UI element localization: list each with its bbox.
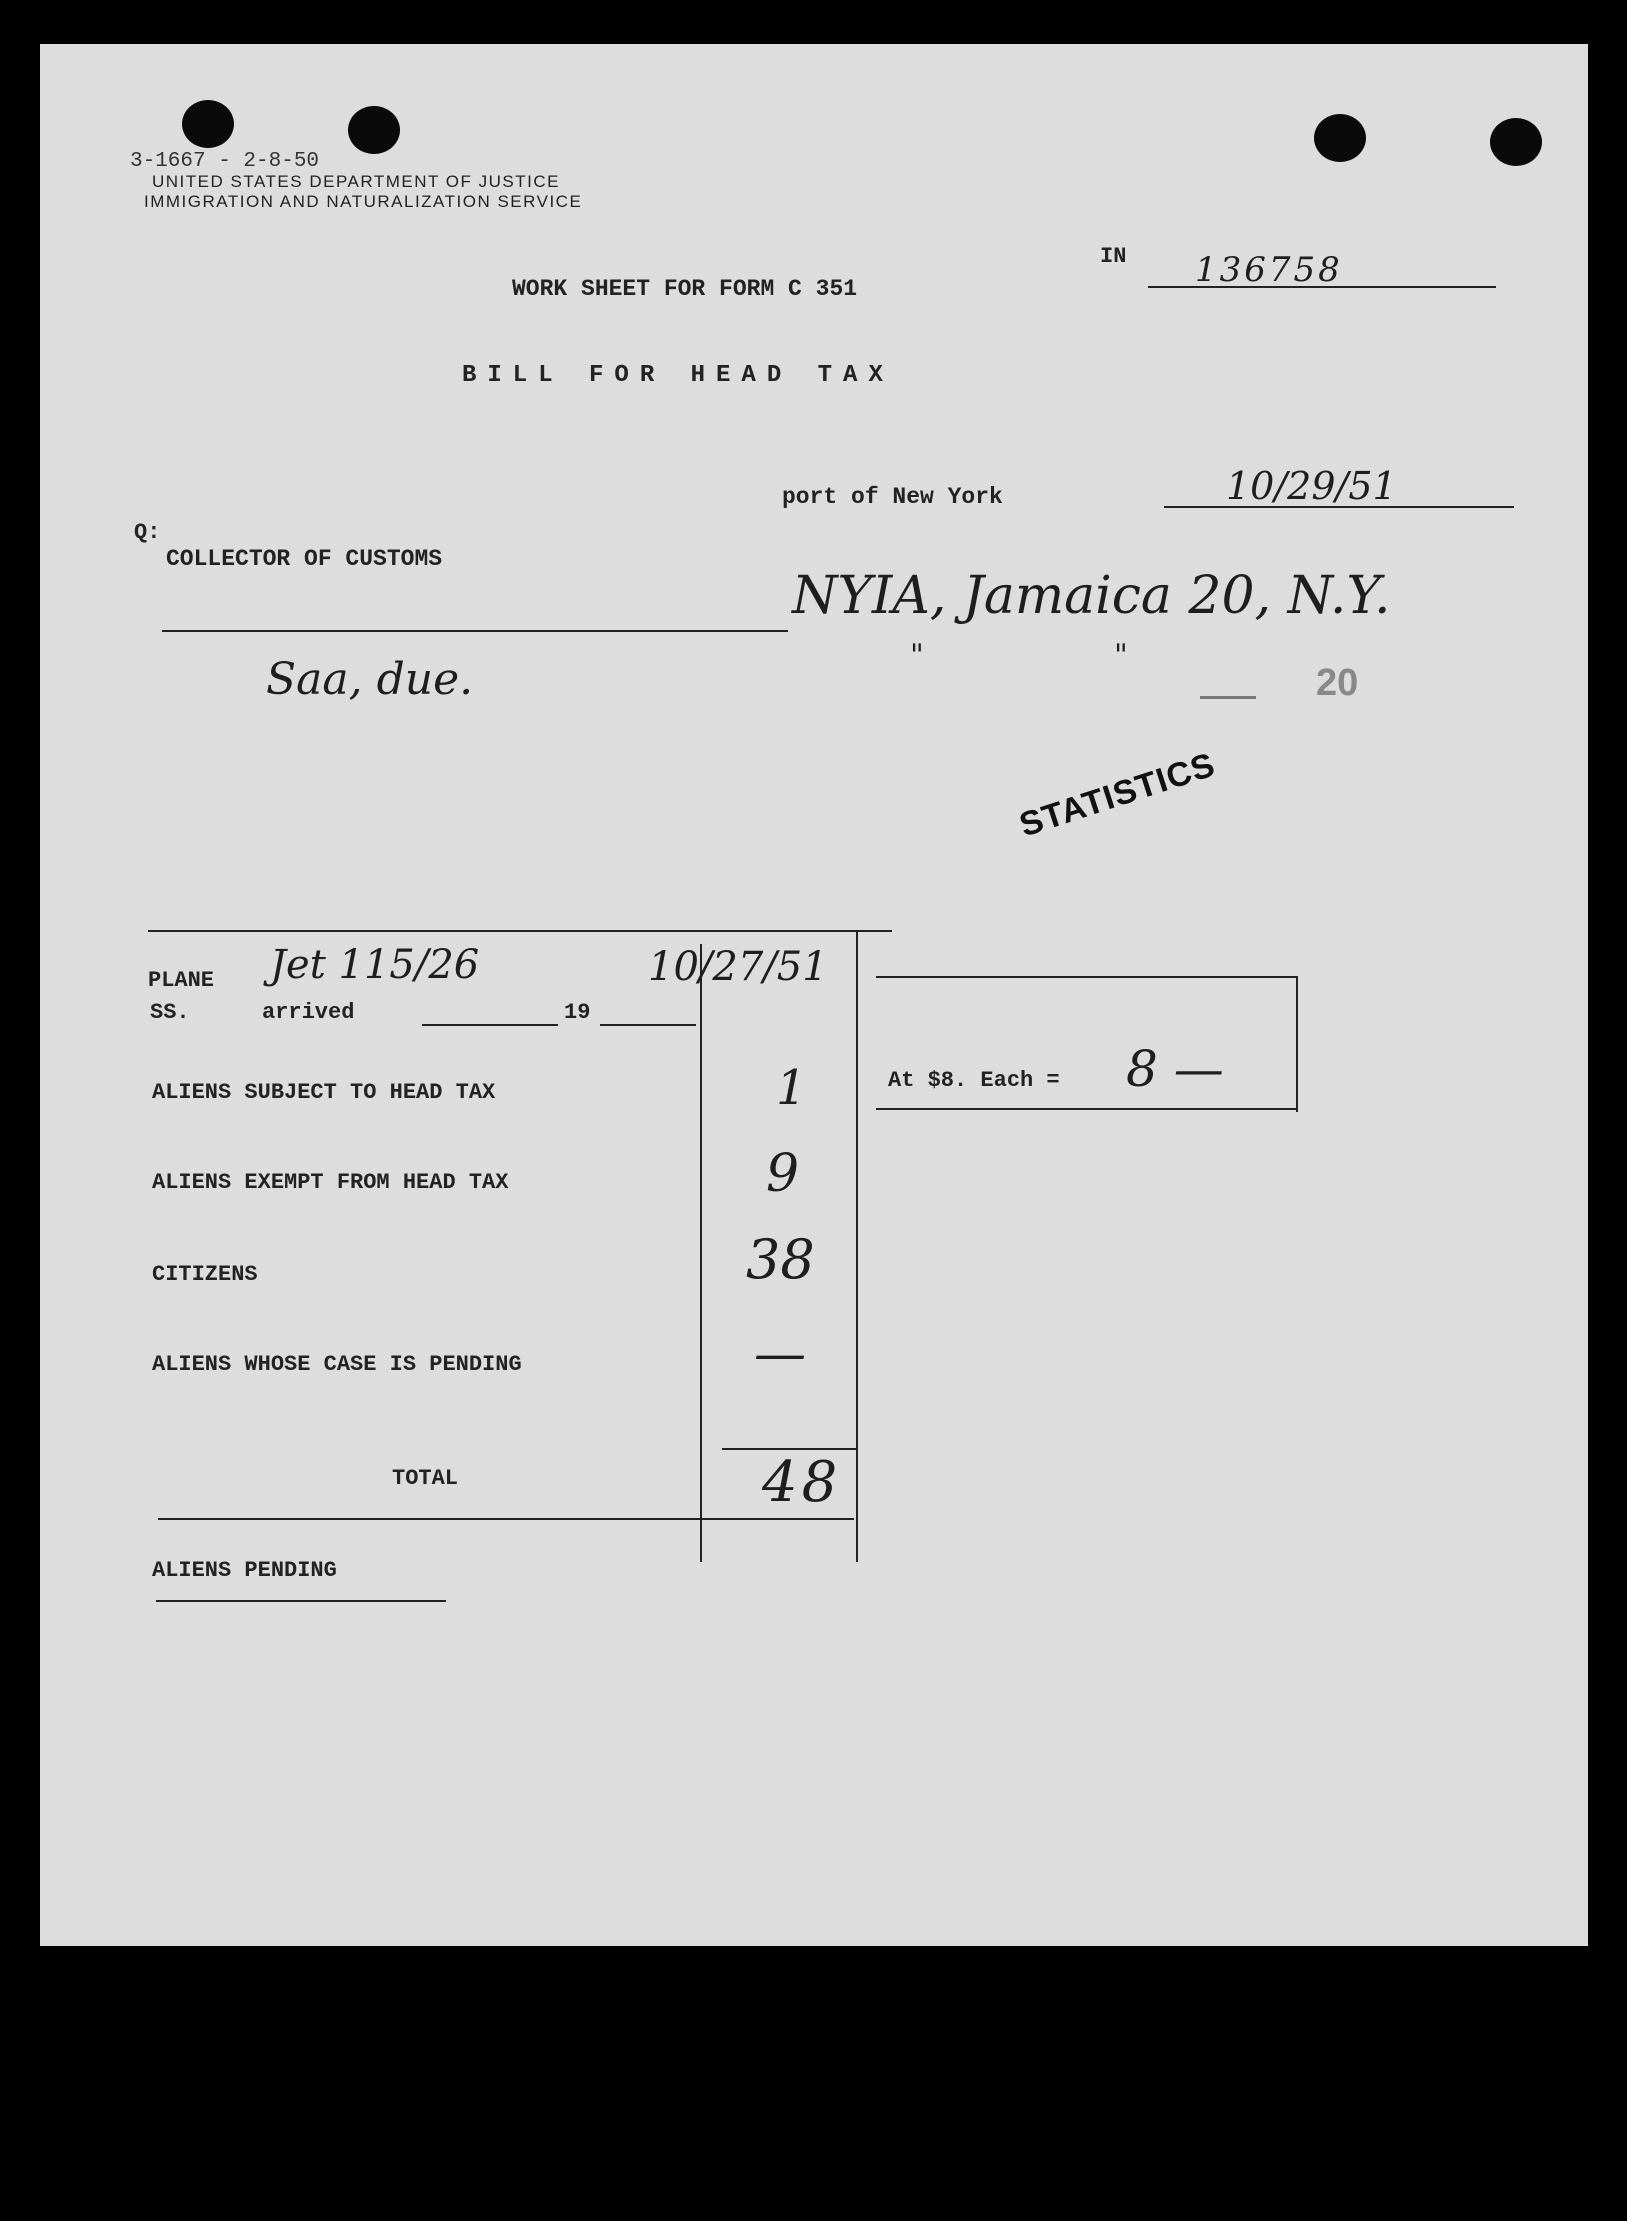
row-label: ALIENS EXEMPT FROM HEAD TAX <box>152 1170 509 1195</box>
in-number-line <box>1148 286 1496 288</box>
rate-box-bottom <box>876 1108 1298 1110</box>
in-label: IN <box>1100 244 1127 269</box>
rate-box-top <box>876 976 1296 978</box>
ditto-mark: " <box>910 638 924 673</box>
dash-mark <box>1200 696 1256 699</box>
statistics-stamp: STATISTICS <box>1014 745 1221 845</box>
rate-label: At $8. Each = <box>888 1068 1060 1093</box>
table-right-edge <box>856 930 858 1562</box>
port-date: 10/29/51 <box>1226 464 1397 508</box>
year-blank-line <box>600 1024 696 1026</box>
row-label: CITIZENS <box>152 1262 258 1287</box>
arrived-label: arrived <box>262 1000 355 1025</box>
aliens-pending-line <box>156 1600 446 1602</box>
punch-hole <box>182 100 234 148</box>
form-number: 3-1667 - 2-8-50 <box>130 150 320 173</box>
collector-label: COLLECTOR OF CUSTOMS <box>166 546 443 572</box>
number-stamp: 20 <box>1316 662 1359 704</box>
plane-label: PLANE <box>148 968 215 993</box>
punch-hole <box>1490 118 1542 166</box>
punch-hole <box>1314 114 1366 162</box>
document-sheet <box>40 44 1588 1946</box>
table-divider <box>700 944 702 1562</box>
collector-line <box>162 630 788 632</box>
handwritten-note: Saa, due. <box>266 654 474 705</box>
punch-hole <box>348 106 400 154</box>
bill-title: BILL FOR HEAD TAX <box>462 362 894 389</box>
in-number: 136758 <box>1195 250 1343 290</box>
aliens-pending-label: ALIENS PENDING <box>152 1558 337 1583</box>
row-label: ALIENS SUBJECT TO HEAD TAX <box>152 1080 496 1105</box>
row-value: — <box>754 1324 806 1384</box>
rate-box-right <box>1296 976 1298 1112</box>
collector-address: NYIA, Jamaica 20, N.Y. <box>792 566 1391 626</box>
table-top-line <box>148 930 892 932</box>
row-value: 1 <box>776 1060 807 1116</box>
table-bottom-line <box>158 1518 854 1520</box>
row-label: ALIENS WHOSE CASE IS PENDING <box>152 1352 522 1377</box>
row-value: 9 <box>766 1144 800 1204</box>
department-name: UNITED STATES DEPARTMENT OF JUSTICE <box>152 172 560 191</box>
worksheet-title: WORK SHEET FOR FORM C 351 <box>512 276 858 302</box>
service-name: IMMIGRATION AND NATURALIZATION SERVICE <box>144 192 583 211</box>
port-label: port of New York <box>782 484 1003 510</box>
year-prefix: 19 <box>564 1000 591 1025</box>
port-date-line <box>1164 506 1514 508</box>
total-value: 48 <box>762 1450 842 1515</box>
arrival-date: 10/27/51 <box>648 944 828 990</box>
total-label: TOTAL <box>392 1466 459 1491</box>
row-value: 38 <box>746 1228 815 1291</box>
plane-value: Jet 115/26 <box>270 942 480 988</box>
ss-label: SS. <box>150 1000 190 1025</box>
ditto-mark: " <box>1114 638 1128 673</box>
rate-value: 8 — <box>1126 1040 1224 1098</box>
to-label: Q: <box>134 520 161 545</box>
date-blank-line <box>422 1024 558 1026</box>
